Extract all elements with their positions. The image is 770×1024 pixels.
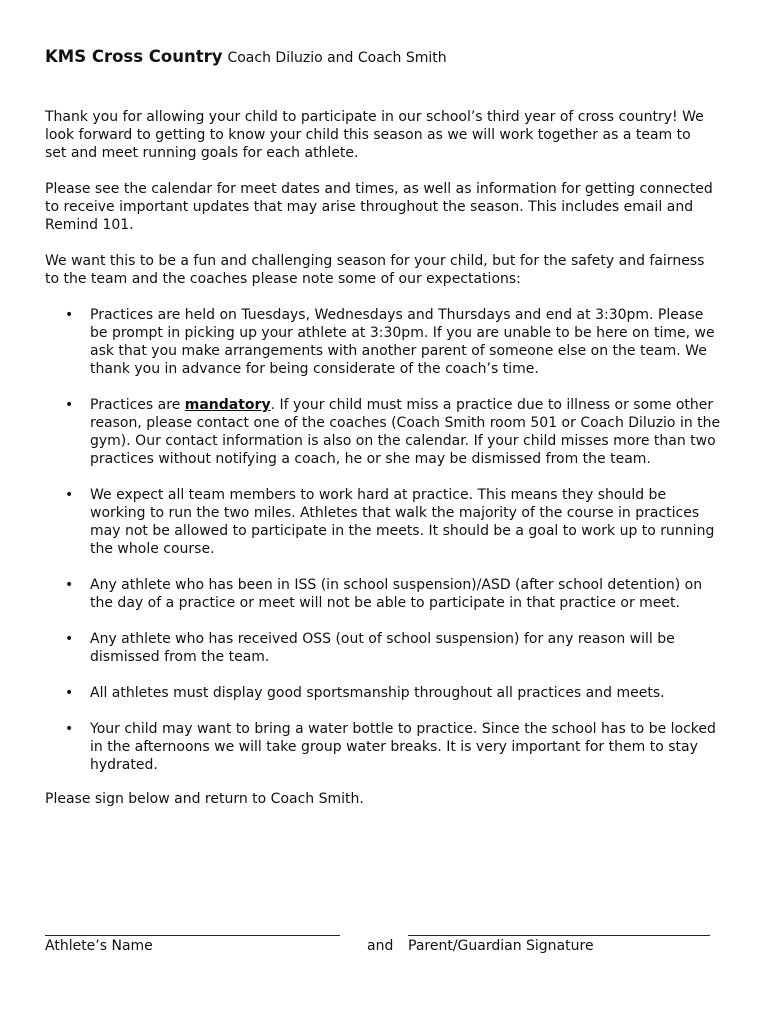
list-item-mandatory-practice	[45, 396, 725, 468]
expectations-intro-paragraph: We want this to be a fun and challenging season for your child, but for the safety and fairness to the team and the coaches please note some of our expectations:	[45, 253, 705, 287]
list-item-text: Your child may want to bring a water bottle to practice. Since the school has to be locked in the afternoons we will take group water breaks. It is very important for them to stay hydrated.	[90, 721, 716, 773]
expectations-list	[45, 306, 730, 774]
list-item-iss-asd	[45, 576, 725, 612]
bullet-icon: •	[65, 307, 74, 323]
mandatory-emphasis: mandatory	[184, 397, 271, 413]
bullet-icon: •	[65, 631, 74, 647]
list-item-sportsmanship	[45, 684, 725, 702]
sign-instruction: Please sign below and return to Coach Smith.	[45, 791, 364, 807]
list-item-text: We expect all team members to work hard at practice. This means they should be working to run the two miles. Athletes that walk the majority of the course in practices may not be allowed to participate in the meets. It should be a goal to work up to running the whole course.	[90, 487, 715, 557]
parent-signature-line[interactable]	[408, 935, 710, 936]
list-item-text: Practices are held on Tuesdays, Wednesdays and Thursdays and end at 3:30pm. Please be prompt in picking up your athlete at 3:30pm. If you are unable to be here on time, we ask that you make arrangements with another parent of someone else on the team. We thank you in advance for being considerate of the coach’s time.	[90, 307, 715, 377]
list-item-oss	[45, 630, 725, 666]
document-heading	[45, 44, 730, 71]
document-subtitle: Coach Diluzio and Coach Smith	[227, 50, 447, 66]
list-item-text: Any athlete who has been in ISS (in school suspension)/ASD (after school detention) on the day of a practice or meet will not be able to participate in that practice or meet.	[90, 577, 703, 611]
parent-signature-label: Parent/Guardian Signature	[408, 938, 594, 954]
athlete-name-line[interactable]	[45, 935, 340, 936]
and-label: and	[367, 938, 394, 954]
bullet-icon: •	[65, 721, 74, 737]
list-item-practice-schedule	[45, 306, 725, 378]
bullet-icon: •	[65, 577, 74, 593]
list-item-water-bottle	[45, 720, 725, 774]
list-item-work-hard	[45, 486, 725, 558]
bullet-icon: •	[65, 487, 74, 503]
document-title: KMS Cross Country	[45, 47, 223, 66]
list-item-text-end: . If your child must miss a practice due to illness or some other reason, please contact one of the coaches (Coach Smith room 501 or Coach Diluzio in the gym). Our contact information is also on the calendar. If your child misses more than two practices without notifying a coach, he or she may be dismissed from the team.	[90, 397, 721, 467]
bullet-icon: •	[65, 685, 74, 701]
list-item-text: All athletes must display good sportsmanship throughout all practices and meets.	[90, 685, 665, 701]
bullet-icon: •	[65, 397, 74, 413]
list-item-text: Any athlete who has received OSS (out of school suspension) for any reason will be dismissed from the team.	[90, 631, 675, 665]
athlete-name-label: Athlete’s Name	[45, 938, 153, 954]
list-item-text-start: Practices are	[90, 397, 185, 413]
signature-area	[45, 935, 730, 965]
intro-paragraph: Thank you for allowing your child to participate in our school’s third year of cross country! We look forward to getting to know your child this season as we will work together as a team to set and meet running goals for each athlete.	[45, 109, 704, 161]
document-page	[45, 44, 730, 808]
calendar-paragraph: Please see the calendar for meet dates and times, as well as information for getting connected to receive important updates that may arise throughout the season. This includes email and Remind 101.	[45, 181, 713, 233]
